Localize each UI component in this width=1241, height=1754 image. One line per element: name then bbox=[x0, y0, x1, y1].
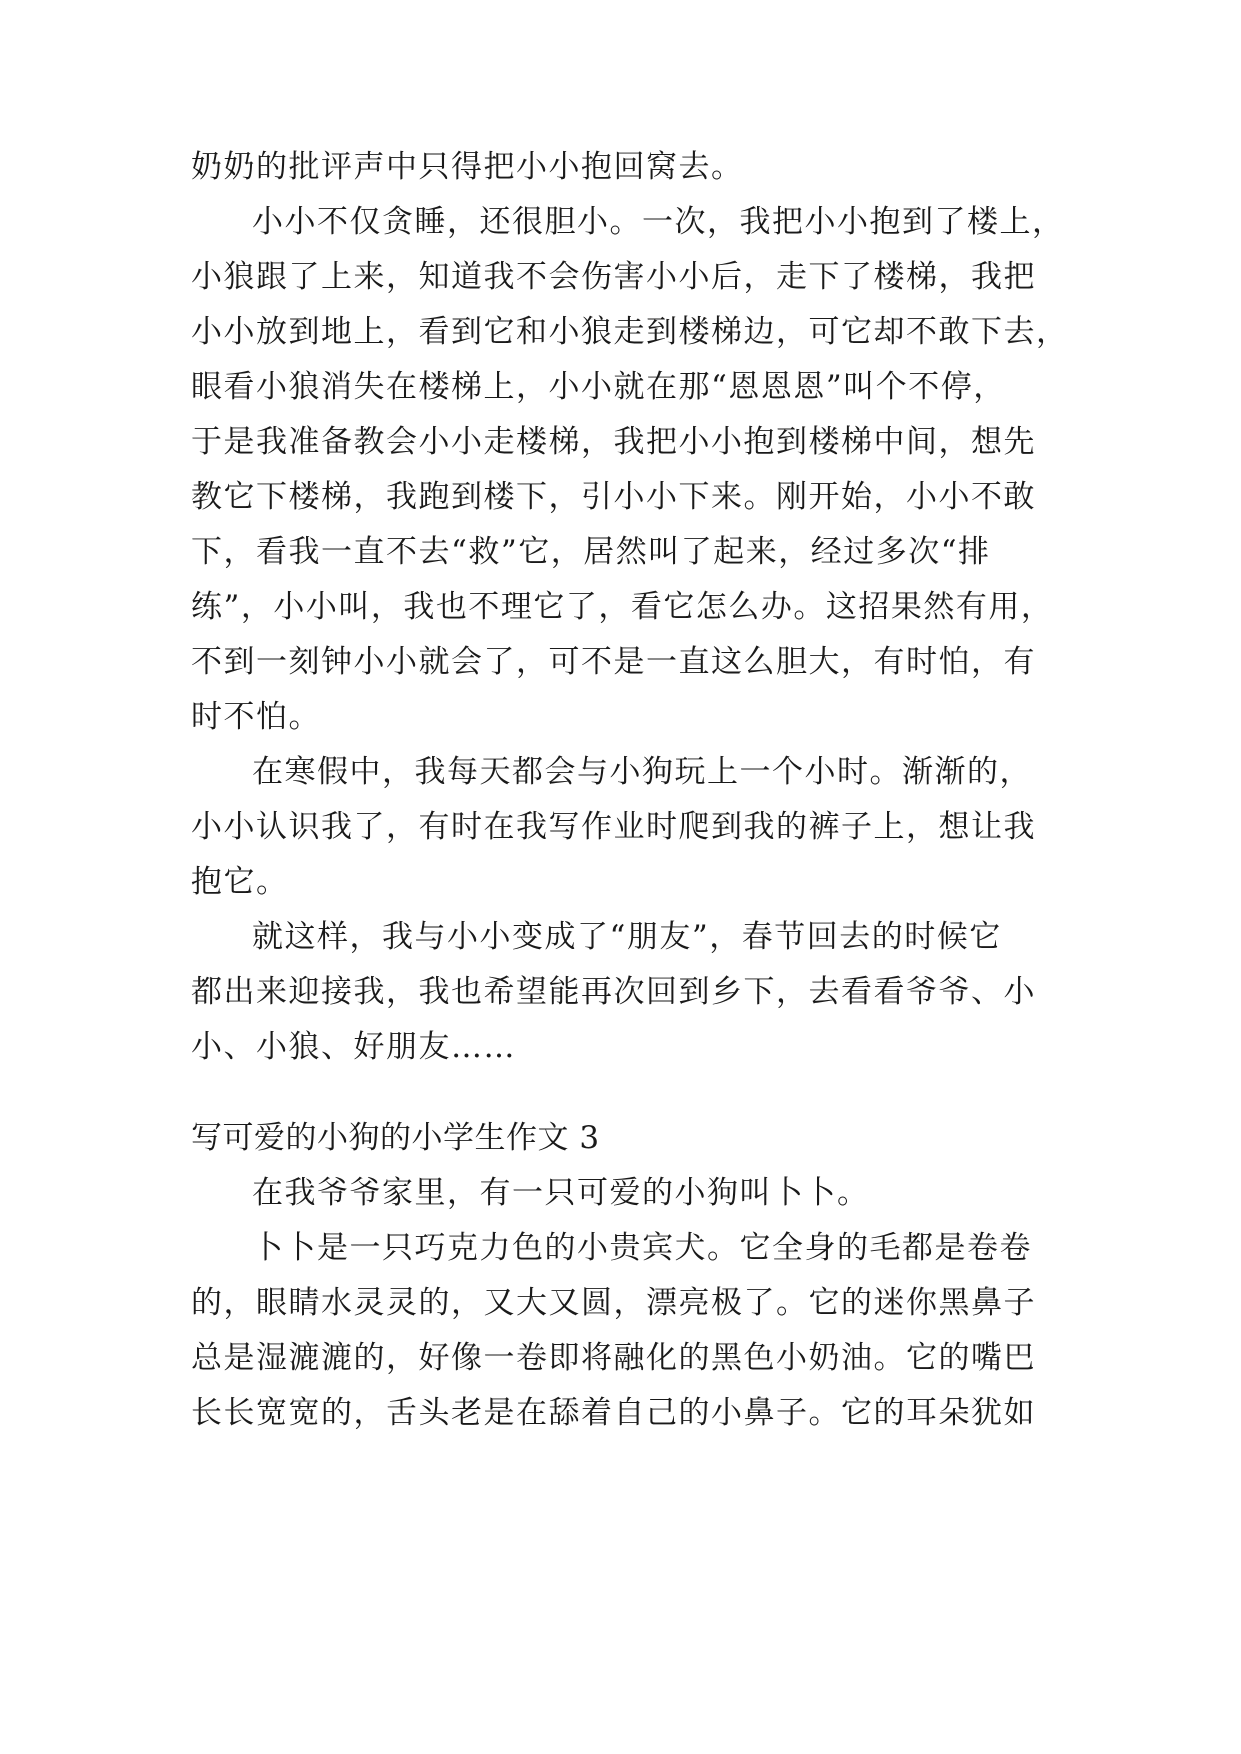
text-line: 眼看小狼消失在楼梯上，小小就在那“恩恩恩”叫个不停， bbox=[191, 369, 1006, 405]
text-line: 练”，小小叫，我也不理它了，看它怎么办。这招果然有用， bbox=[191, 589, 1054, 625]
paragraph-first-line: 就这样，我与小小变成了“朋友”，春节回去的时候它 bbox=[252, 919, 1002, 955]
text-line: 下，看我一直不去“救”它，居然叫了起来，经过多次“排 bbox=[191, 534, 991, 570]
text-line: 于是我准备教会小小走楼梯，我把小小抱到楼梯中间，想先 bbox=[191, 424, 1036, 460]
text-line: 小小放到地上，看到它和小狼走到楼梯边，可它却不敢下去， bbox=[191, 314, 1069, 350]
text-line: 小、小狼、好朋友…… bbox=[191, 1029, 516, 1065]
text-line: 都出来迎接我，我也希望能再次回到乡下，去看看爷爷、小 bbox=[191, 974, 1036, 1010]
paragraph-first-line: 在我爷爷家里，有一只可爱的小狗叫卜卜。 bbox=[252, 1175, 870, 1211]
text-line: 小小认识我了，有时在我写作业时爬到我的裤子上，想让我 bbox=[191, 809, 1036, 845]
text-line: 时不怕。 bbox=[191, 699, 321, 735]
text-line: 的，眼睛水灵灵的，又大又圆，漂亮极了。它的迷你黑鼻子 bbox=[191, 1285, 1036, 1321]
paragraph-first-line: 小小不仅贪睡，还很胆小。一次，我把小小抱到了楼上， bbox=[252, 204, 1065, 240]
paragraph-first-line: 在寒假中，我每天都会与小狗玩上一个小时。渐渐的， bbox=[252, 754, 1032, 790]
text-line: 抱它。 bbox=[191, 864, 289, 900]
text-line: 不到一刻钟小小就会了，可不是一直这么胆大，有时怕，有 bbox=[191, 644, 1036, 680]
text-line: 小狼跟了上来，知道我不会伤害小小后，走下了楼梯，我把 bbox=[191, 259, 1036, 295]
section-heading: 写可爱的小狗的小学生作文 3 bbox=[191, 1120, 600, 1156]
paragraph-first-line: 卜卜是一只巧克力色的小贵宾犬。它全身的毛都是卷卷 bbox=[252, 1230, 1032, 1266]
text-line: 长长宽宽的，舌头老是在舔着自己的小鼻子。它的耳朵犹如 bbox=[191, 1395, 1036, 1431]
text-line: 奶奶的批评声中只得把小小抱回窝去。 bbox=[191, 149, 744, 185]
text-line: 总是湿漉漉的，好像一卷即将融化的黑色小奶油。它的嘴巴 bbox=[191, 1340, 1036, 1376]
text-line: 教它下楼梯，我跑到楼下，引小小下来。刚开始，小小不敢 bbox=[191, 479, 1036, 515]
